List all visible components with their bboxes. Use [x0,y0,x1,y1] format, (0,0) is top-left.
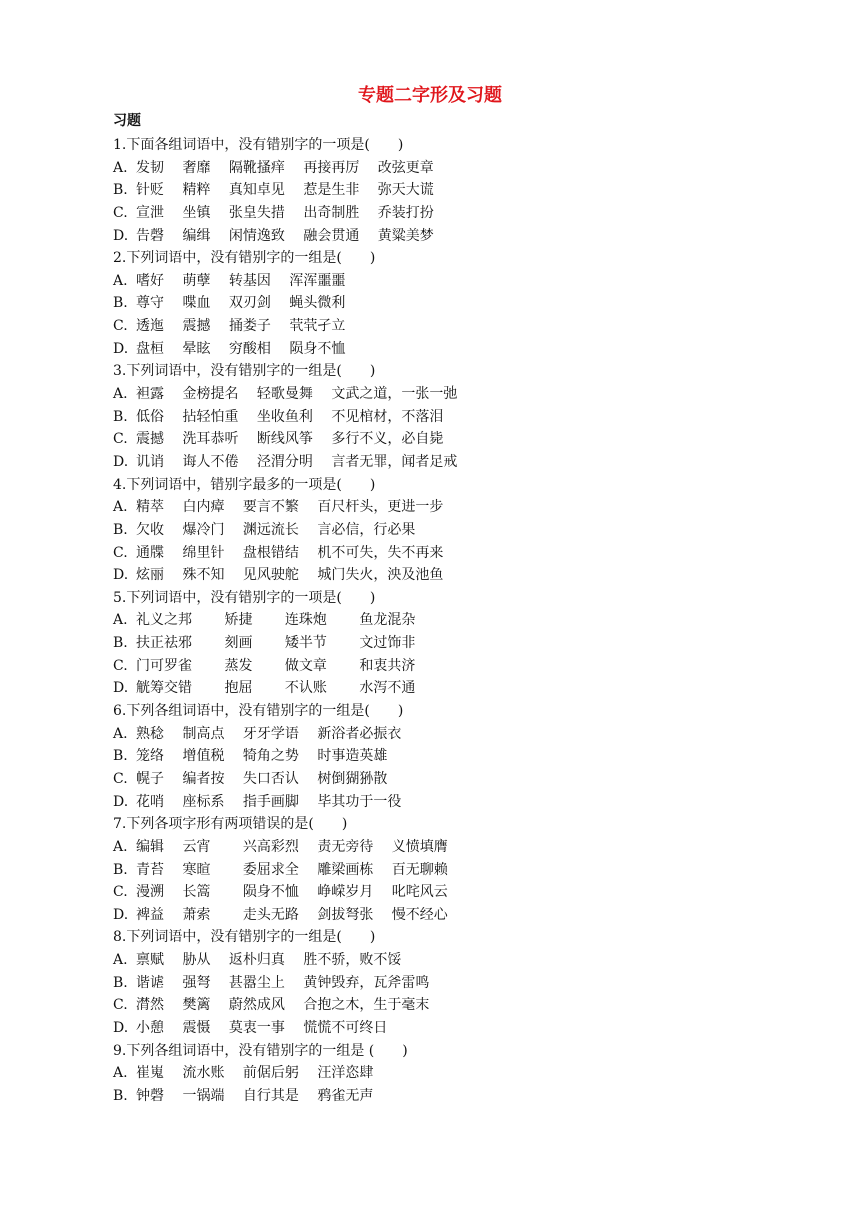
option-text: 漫溯 长篙 陨身不恤 峥嵘岁月 叱咤风云 [136,884,448,901]
option-letter: B. [113,295,128,312]
option-text: 笼络 增值税 犄角之势 时事造英雄 [136,748,388,765]
option-text: 礼义之邦 矫捷 连珠炮 鱼龙混杂 [136,612,416,629]
option-text: 低俗 拈轻怕重 坐收鱼利 不见棺材，不落泪 [136,408,444,425]
option-letter: B. [113,1087,128,1104]
option-text: 通牒 绵里针 盘根错结 机不可失，失不再来 [136,544,444,561]
question-stem: 7.下列各项字形有两项错误的是( ) [113,816,348,833]
option-letter: D. [113,793,129,810]
option-text: 熟稔 制高点 牙牙学语 新浴者必振衣 [136,725,402,742]
option-letter: C. [113,657,128,674]
answer-option [113,994,813,1017]
question-stem: 4.下列词语中，错别字最多的一项是( ) [113,476,376,493]
option-letter: D. [113,567,129,584]
option-text: 宣泄 坐镇 张皇失措 出奇制胜 乔装打扮 [136,204,434,221]
answer-option [113,179,813,202]
answer-option [113,519,813,542]
option-text: 门可罗雀 蒸发 做文章 和衷共济 [136,657,416,674]
answer-option [113,1062,813,1085]
answer-option [113,428,813,451]
option-text: 裨益 萧索 走头无路 剑拔弩张 慢不经心 [136,906,448,923]
option-text: 告磬 编缉 闲情逸致 融会贯通 黄粱美梦 [136,227,434,244]
answer-option [113,496,813,519]
page-title: 专题二字形及习题 [358,85,502,106]
option-text: 针贬 精粹 真知卓见 惹是生非 弥天大谎 [136,182,434,199]
question-stem: 6.下列各组词语中，没有错别字的一组是( ) [113,703,404,720]
answer-option [113,949,813,972]
option-letter: C. [113,770,128,787]
option-letter: D. [113,906,129,923]
answer-option [113,881,813,904]
answer-option [113,904,813,927]
option-letter: C. [113,318,128,335]
answer-option [113,1085,813,1108]
answer-option [113,564,813,587]
option-text: 发韧 奢靡 隔靴搔痒 再接再厉 改弦更章 [136,159,434,176]
option-letter: A. [113,386,128,403]
option-text: 盘桓 晕眩 穷酸相 陨身不恤 [136,340,346,357]
answer-option [113,1017,813,1040]
option-letter: D. [113,680,129,697]
option-letter: A. [113,838,128,855]
option-text: 袒露 金榜提名 轻歌曼舞 文武之道，一张一弛 [136,386,458,403]
option-letter: B. [113,182,128,199]
answer-option [113,745,813,768]
option-letter: D. [113,453,129,470]
question-stem: 5.下列词语中，没有错别字的一项是( ) [113,589,376,606]
option-letter: B. [113,748,128,765]
option-text: 尊守 喋血 双刃剑 蝇头微利 [136,295,346,312]
option-text: 扶正祛邪 刻画 矮半节 文过饰非 [136,635,416,652]
option-text: 嗜好 萌孽 转基因 浑浑噩噩 [136,272,346,289]
option-text: 透迤 震撼 捅娄子 茕茕孑立 [136,318,346,335]
answer-option [113,315,813,338]
answer-option [113,791,813,814]
answer-option [113,723,813,746]
answer-option [113,859,813,882]
option-text: 青苔 寒暄 委屈求全 雕梁画栋 百无聊赖 [136,861,448,878]
option-letter: B. [113,521,128,538]
option-text: 小憩 震慑 莫衷一事 慌慌不可终日 [136,1019,388,1036]
question-list [113,134,813,1108]
answer-option [113,383,813,406]
option-text: 震撼 洗耳恭听 断线风筝 多行不义，必自毙 [136,431,444,448]
option-letter: D. [113,1019,129,1036]
answer-option [113,768,813,791]
option-text: 禀赋 胁从 返朴归真 胜不骄，败不馁 [136,952,402,969]
answer-option [113,609,813,632]
answer-option [113,677,813,700]
option-letter: B. [113,635,128,652]
answer-option [113,270,813,293]
option-letter: C. [113,884,128,901]
option-text: 谐谑 强弩 甚嚣尘上 黄钟毁弃，瓦斧雷鸣 [136,974,430,991]
option-letter: C. [113,544,128,561]
option-text: 讥诮 诲人不倦 泾渭分明 言者无罪，闻者足戒 [136,453,458,470]
option-letter: C. [113,204,128,221]
answer-option [113,542,813,565]
option-text: 钟磬 一锅端 自行其是 鸦雀无声 [136,1087,374,1104]
option-letter: A. [113,1065,128,1082]
option-text: 编辑 云宵 兴高彩烈 责无旁待 义愤填膺 [136,838,448,855]
option-text: 精萃 白内瘴 要言不繁 百尺杆头，更进一步 [136,499,444,516]
option-letter: B. [113,974,128,991]
answer-option [113,632,813,655]
option-letter: A. [113,952,128,969]
answer-option [113,338,813,361]
question-stem: 9.下列各组词语中，没有错别字的一组是 ( ) [113,1042,408,1059]
option-text: 欠收 爆冷门 渊远流长 言必信，行必果 [136,521,416,538]
answer-option [113,157,813,180]
option-letter: B. [113,861,128,878]
answer-option [113,406,813,429]
option-text: 崔嵬 流水账 前倨后躬 汪洋恣肆 [136,1065,374,1082]
answer-option [113,225,813,248]
answer-option [113,292,813,315]
answer-option [113,202,813,225]
answer-option [113,972,813,995]
question-stem: 8.下列词语中，没有错别字的一组是( ) [113,929,376,946]
option-text: 觥筹交错 抱屈 不认账 水泻不通 [136,680,416,697]
option-letter: B. [113,408,128,425]
option-letter: A. [113,725,128,742]
answer-option [113,655,813,678]
option-text: 潸然 樊篱 蔚然成风 合抱之木，生于毫末 [136,997,430,1014]
option-text: 花哨 座标系 指手画脚 毕其功于一役 [136,793,402,810]
answer-option [113,836,813,859]
answer-option [113,451,813,474]
option-text: 幌子 编者按 失口否认 树倒猢狲散 [136,770,388,787]
option-letter: A. [113,499,128,516]
option-letter: A. [113,159,128,176]
question-stem: 1.下面各组词语中，没有错别字的一项是( ) [113,137,404,153]
option-text: 炫丽 殊不知 见风驶舵 城门失火，泱及池鱼 [136,567,444,584]
option-letter: D. [113,227,129,244]
option-letter: C. [113,431,128,448]
option-letter: A. [113,272,128,289]
option-letter: C. [113,997,128,1014]
option-letter: D. [113,340,129,357]
option-letter: A. [113,612,128,629]
section-heading: 习题 [113,113,141,129]
question-stem: 2.下列词语中，没有错别字的一组是( ) [113,250,376,267]
question-stem: 3.下列词语中，没有错别字的一组是( ) [113,363,376,380]
